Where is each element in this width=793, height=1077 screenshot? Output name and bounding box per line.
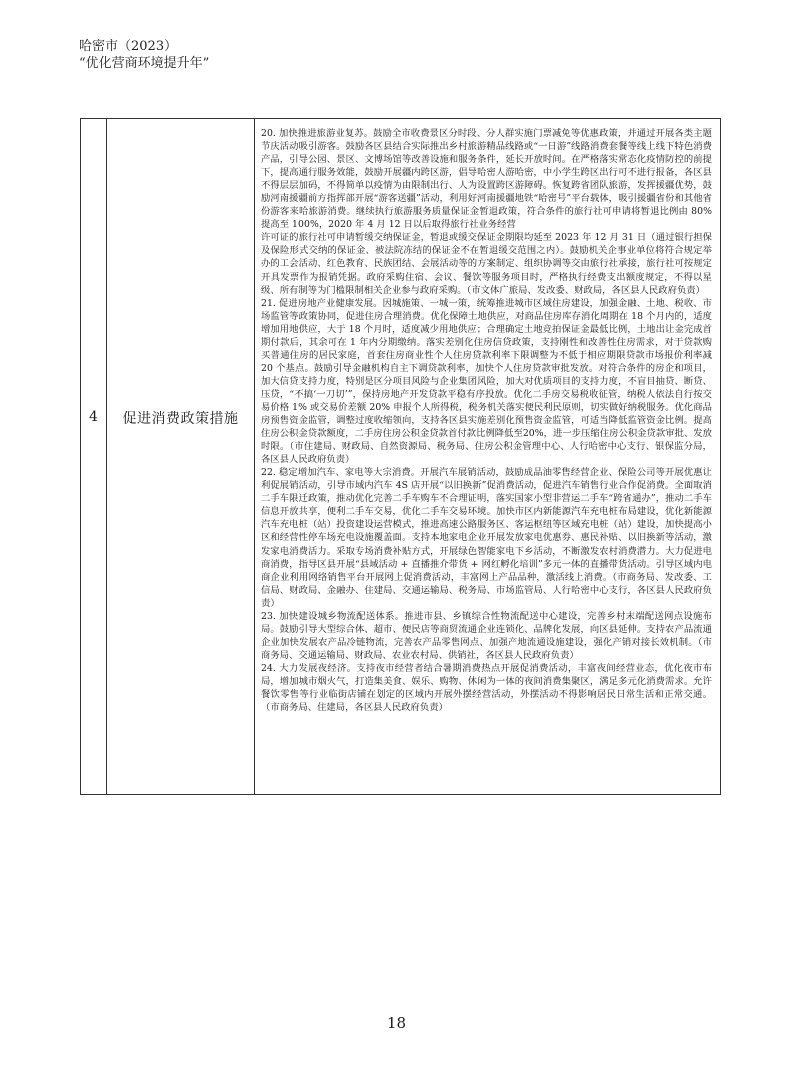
row-number: 4 [89,409,98,425]
paragraph-item-20-continued: 许可证的旅行社可申请暂缓交纳保证金，暂退或缓交保证金期限均延至 2023 年 12 月 31 日（通过银行担保及保险形式交纳的保证金、被法院冻结的保证金不在暂退缓交范围之内）。鼓励机关企事业单位将符合规定举办的工会活动、红色教育、民族团结、会展活动等的方案制定、组织协调等交由旅行社承接，旅行社可按规定开具发票作为报销凭据。政府采购住宿、会议、餐饮等服务项目时，严格执行经费支出额度规定，不得以星级、所有制等为门槛限制相关企业参与政府采购。（市文体广旅局、发改委、财政局，各区县人民政府负责） [261,232,712,296]
paragraph-item-24: 24. 大力发展夜经济。支持夜市经营者结合暑期消费热点开展促消费活动，丰富夜间经营业态，优化夜市布局，增加城市烟火气，打造集美食、娱乐、购物、休闲为一体的夜间消费集聚区，满足多元化消费需求。允许餐饮零售等行业临街店铺在划定的区域内开展外摆经营活动，外摆活动不得影响居民日常生活和正常交通。（市商务局、住建局，各区县人民政府负责） [261,662,712,714]
policy-table [80,118,721,795]
paragraph-item-20: 20. 加快推进旅游业复苏。鼓励全市收费景区分时段、分人群实施门票减免等优惠政策，并通过开展各类主题节庆活动吸引游客。鼓励各区县结合实际推出乡村旅游精品线路或“一日游”线路消费套餐等线上线下特色消费产品，引导公园、景区、文博场馆等改善设施和服务条件，延长开放时间。在严格落实常态化疫情防控的前提下，提高通行服务效能，鼓励开展疆内跨区游，倡导哈密人游哈密，中小学生跨区出行可不进行报备，各区县不得层层加码，不得简单以疫情为由限制出行、人为设置跨区游障碍。恢复跨省团队旅游，发挥援疆优势，鼓励河南援疆前方指挥部开展“游客送疆”活动，利用好河南援疆地铁“哈密号”平台载体，吸引援疆省份和其他省份游客来哈旅游消费。继续执行旅游服务质量保证金暂退政策，符合条件的旅行社可申请将暂退比例由 80% 提高至 100%，2020 年 4 月 12 日以后取得旅行社业务经营 [261,128,712,231]
page-number: 18 [386,1014,407,1032]
column-divider [106,119,107,794]
paragraph-item-21: 21. 促进房地产业健康发展。因城施策、一城一策，统筹推进城市区域住房建设，加强金融、土地、税收、市场监管等政策协同，促进住房合理消费。优化保障土地供应，对商品住房库存消化周期在 18 个月内的，适度增加用地供应，大于 18 个月时，适度减少用地供应；合理确定土地竞拍保证金最低比例，土地出让金完成首期付款后，其余可在 1 年内分期缴纳。落实差别化住房信贷政策，支持刚性和改善性住房需求，对于贷款购买普通住房的居民家庭，首套住房商业性个人住房贷款利率下限调整为不低于相应期限贷款市场报价利率减 20 个基点。鼓励引导金融机构自主下调贷款利率，加快个人住房贷款审批发放。对符合条件的房企和项目，加大信贷支持力度，特别是区分项目风险与企业集团风险，加大对优质项目的支持力度，不盲目抽贷、断贷、压贷，“不搞‘一刀切’”，保持房地产开发贷款平稳有序投放。优化二手房交易税收征管，纳税人依法自行按交易价格 1% 或交易价差额 20% 申报个人所得税，税务机关落实便民利民原则，切实做好纳税服务。优化商品房预售资金监管，调整过度收缩领向，支持各区县实施差别化预售资金监管，可适当降低监管资金比例。提高住房公积金贷款额度，二手房住房公积金贷款首付款比例降低至20%，进一步压缩住房公积金贷款审批、发放时限。（市住建局、财政局、自然资源局、税务局、住房公积金管理中心、人行哈密中心支行、银保监分局，各区县人民政府负责） [261,297,712,466]
column-divider [254,119,255,794]
row-content [261,127,712,714]
row-category: 促进消费政策措施 [122,411,239,427]
paragraph-item-23: 23. 加快建设城乡物流配送体系。推进市县、乡镇综合性物流配送中心建设，完善乡村末端配送网点设施布局。鼓励引导大型综合体、超市、便民店等商贸流通企业连锁化、品牌化发展，向区县延伸。支持农产品流通企业加快发展农产品冷链物流，完善农产品零售网点、加强产地流通设施建设，强化产销对接长效机制。（市商务局、交通运输局、财政局、农业农村局、供销社，各区县人民政府负责） [261,610,712,661]
paragraph-item-22: 22. 稳定增加汽车、家电等大宗消费。开展汽车展销活动，鼓励成品油零售经营企业、保险公司等开展优惠让利促展销活动，引导市域内汽车 4S 店开展“以旧换新”促消费活动，促进汽车销售行业合作促消费。全面取消二手车限迁政策，推动优化完善二手车购车不合理证明，落实国家小型非营运二手车“跨省通办”，推动二手车信息开放共享，便利二手车交易，优化二手车交易环境。加快市区内新能源汽车充电桩布局建设，优化新能源汽车充电桩（站）投资建设运营模式，推进高速公路服务区、客运枢纽等区域充电桩（站）建设，加快提高小区和经营性停车场充电设施覆盖面。支持本地家电企业开展发放家电优惠券、惠民补贴、以旧换新等活动，激发家电消费活力。采取专场消费补贴方式，开展绿色智能家电下乡活动，不断激发农村消费潜力。大力促进电商消费，指导区县开展“县域活动 + 直播推介带货 + 网红孵化培训”多元一体的直播带货活动。引导区域内电商企业利用网络销售平台开展网上促消费活动，丰富网上产品品种，激活线上消费。（市商务局、发改委、工信局、财政局、金融办、住建局、交通运输局、税务局、市场监管局、人行哈密中心支行，各区县人民政府负责） [261,467,712,609]
header-line-1: 哈密市（2023） [79,39,178,54]
header-line-2: “优化营商环境提升年” [79,56,210,71]
document-header [79,38,209,72]
